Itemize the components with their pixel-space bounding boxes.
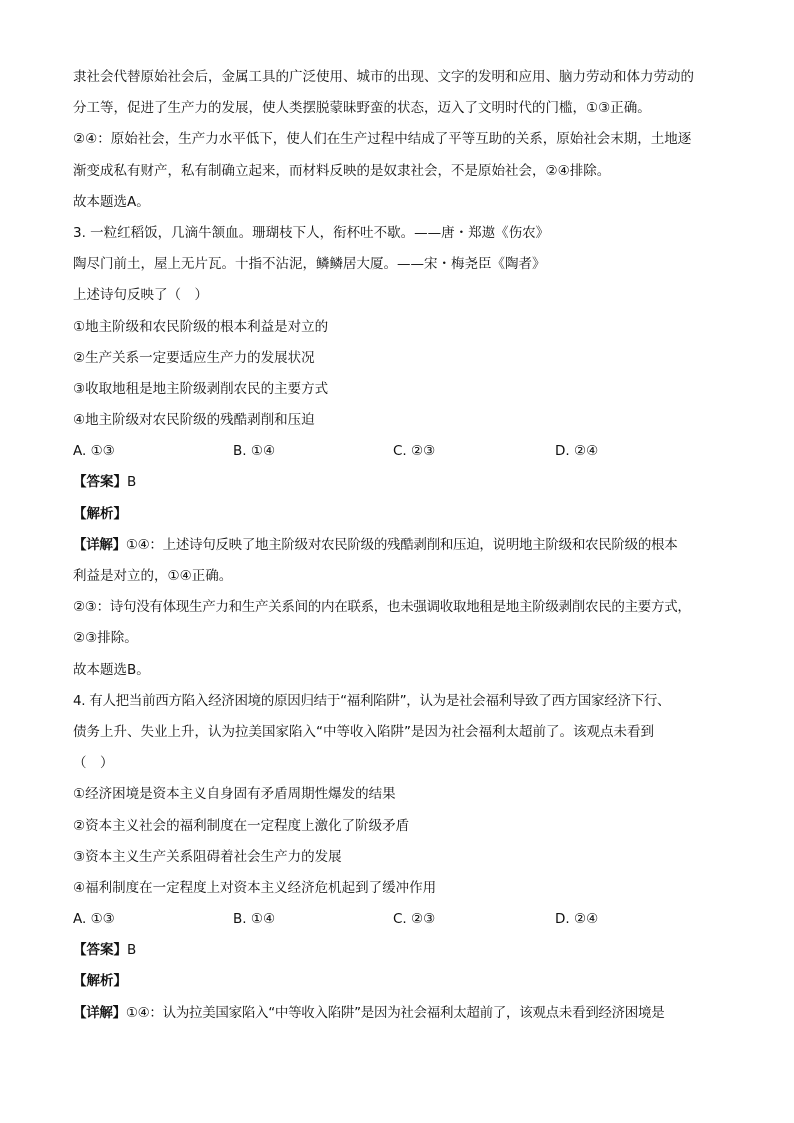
answer-options	[73, 436, 733, 467]
option-b: B. ①④	[233, 911, 276, 928]
question-stem: 陶尽门前土，屋上无片瓦。十指不沾泥，鳞鳞居大厦。——宋・梅尧臣《陶者》	[73, 256, 546, 273]
option-c: C. ②③	[393, 911, 436, 928]
statement-item: ③资本主义生产关系阻碍着社会生产力的发展	[73, 848, 342, 865]
detail-line	[73, 530, 733, 561]
question-3	[73, 218, 733, 686]
detail-line	[73, 998, 733, 1029]
answer-value: B	[127, 942, 137, 959]
option-a: A. ①③	[73, 443, 115, 460]
option-a: A. ①③	[73, 911, 115, 928]
text-line: 故本题选B。	[73, 661, 150, 678]
text-line: ②④：原始社会，生产力水平低下，使人们在生产过程中结成了平等互助的关系，原始社会末期，土地逐	[73, 131, 692, 148]
text-line: ②③排除。	[73, 630, 138, 647]
option-d: D. ②④	[555, 443, 599, 460]
text-line: ②③：诗句没有体现生产力和生产关系间的内在联系，也未强调收取地租是地主阶级剥削农民的主要方式，	[73, 599, 691, 616]
question-stem: 4. 有人把当前西方陷入经济困境的原因归结于“福利陷阱”，认为是社会福利导致了西方国家经济下行、	[73, 692, 671, 709]
question-4	[73, 686, 733, 1029]
text-line: 分工等，促进了生产力的发展，使人类摆脱蒙昧野蛮的状态，迈入了文明时代的门槛，①③正确。	[73, 100, 651, 117]
statement-item: ①地主阶级和农民阶级的根本利益是对立的	[73, 318, 329, 335]
previous-answer-continuation	[73, 62, 733, 218]
statement-item: ④福利制度在一定程度上对资本主义经济危机起到了缓冲作用	[73, 879, 437, 896]
text-line: 故本题选A。	[73, 193, 150, 210]
document-page	[73, 62, 733, 1029]
analysis-line	[73, 499, 733, 530]
answer-tag: 【答案】	[73, 474, 127, 491]
detail-text: ①④：上述诗句反映了地主阶级对农民阶级的残酷剥削和压迫，说明地主阶级和农民阶级的根本	[125, 536, 678, 553]
detail-tag: 【详解】	[73, 536, 126, 553]
option-b: B. ①④	[233, 443, 276, 460]
statement-item: ④地主阶级对农民阶级的残酷剥削和压迫	[73, 412, 315, 429]
text-line: 隶社会代替原始社会后，金属工具的广泛使用、城市的出现、文字的发明和应用、脑力劳动和体力劳动的	[73, 69, 694, 85]
answer-value: B	[127, 474, 137, 491]
text-line: 利益是对立的，①④正确。	[73, 568, 233, 584]
option-d: D. ②④	[555, 911, 599, 928]
question-stem: 上述诗句反映了（ ）	[73, 287, 208, 304]
option-c: C. ②③	[393, 443, 436, 460]
analysis-tag: 【解析】	[73, 505, 127, 522]
analysis-line	[73, 966, 733, 997]
statement-item: ②资本主义社会的福利制度在一定程度上激化了阶级矛盾	[73, 817, 410, 834]
analysis-tag: 【解析】	[73, 973, 127, 990]
answer-line	[73, 935, 733, 966]
statement-item: ②生产关系一定要适应生产力的发展状况	[73, 349, 315, 366]
answer-tag: 【答案】	[73, 942, 127, 959]
text-line: 渐变成私有财产，私有制确立起来，而材料反映的是奴隶社会，不是原始社会，②④排除。	[73, 162, 611, 179]
answer-line	[73, 467, 733, 498]
question-stem: 债务上升、失业上升，认为拉美国家陷入“中等收入陷阱”是因为社会福利太超前了。该观点未看到	[73, 723, 654, 740]
statement-item: ③收取地租是地主阶级剥削农民的主要方式	[73, 380, 329, 397]
question-stem: （ ）	[73, 755, 114, 772]
detail-tag: 【详解】	[73, 1004, 126, 1021]
statement-item: ①经济困境是资本主义自身固有矛盾周期性爆发的结果	[73, 786, 396, 803]
answer-options	[73, 904, 733, 935]
question-stem: 3. 一粒红稻饭，几滴牛颔血。珊瑚枝下人，衔杯吐不歇。——唐・郑遨《伤农》	[73, 224, 550, 241]
detail-text: ①④：认为拉美国家陷入“中等收入陷阱”是因为社会福利太超前了，该观点未看到经济困境是	[125, 1004, 665, 1021]
